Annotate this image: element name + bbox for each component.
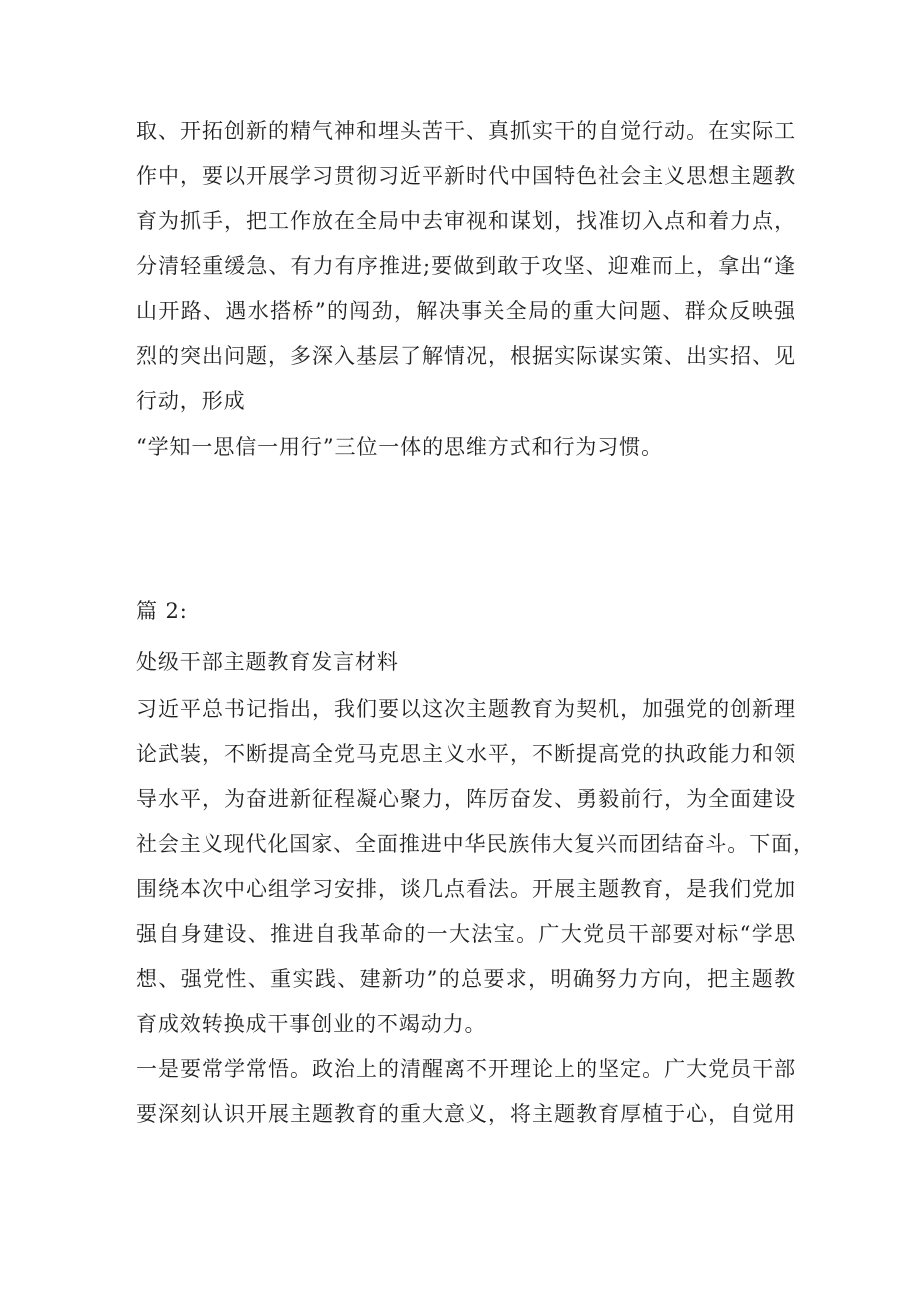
paragraph-1-line-1: 取、开拓创新的精气神和埋头苦干、真抓实干的自觉行动。在实际工 (136, 119, 796, 143)
paragraph-1-line-5: 山开路、遇水搭桥”的闯劲，解决事关全局的重大问题、群众反映强 (136, 299, 796, 323)
paragraph-3-line-2: 要深刻认识开展主题教育的重大意义，将主题教育厚植于心，自觉用 (136, 1102, 796, 1126)
paragraph-3-line-1: 一是要常学常悟。政治上的清醒离不开理论上的坚定。广大党员干部 (136, 1057, 796, 1081)
section-title: 处级干部主题教育发言材料 (136, 650, 399, 674)
paragraph-1-line-2: 作中，要以开展学习贯彻习近平新时代中国特色社会主义思想主题教 (136, 164, 796, 188)
paragraph-2-line-5: 围绕本次中心组学习安排，谈几点看法。开展主题教育，是我们党加 (136, 877, 796, 901)
paragraph-2-line-7: 想、强党性、重实践、建新功”的总要求，明确努力方向，把主题教 (136, 967, 796, 991)
paragraph-1-line-8: “学知一思信一用行”三位一体的思维方式和行为习惯。 (136, 435, 663, 459)
paragraph-2-line-6: 强自身建设、推进自我革命的一大法宝。广大党员干部要对标“学思 (136, 922, 796, 946)
paragraph-1-line-7: 行动，形成 (136, 389, 246, 413)
paragraph-2-line-1: 习近平总书记指出，我们要以这次主题教育为契机，加强党的创新理 (136, 697, 796, 721)
section-label: 篇 2: (136, 599, 188, 623)
paragraph-1-line-3: 育为抓手，把工作放在全局中去审视和谋划，找准切入点和着力点， (136, 209, 796, 233)
paragraph-1-line-6: 烈的突出问题，多深入基层了解情况，根据实际谋实策、出实招、见 (136, 344, 796, 368)
paragraph-2-line-3: 导水平，为奋进新征程凝心聚力，阵厉奋发、勇毅前行，为全面建设 (136, 787, 796, 811)
paragraph-2-line-4: 社会主义现代化国家、全面推进中华民族伟大复兴而团结奋斗。下面， (136, 832, 815, 856)
paragraph-2-line-8: 育成效转换成干事创业的不竭动力。 (136, 1012, 487, 1036)
paragraph-1-line-4: 分清轻重缓急、有力有序推进;要做到敢于攻坚、迎难而上，拿出“逢 (136, 254, 796, 278)
paragraph-2-line-2: 论武装，不断提高全党马克思主义水平，不断提高党的执政能力和领 (136, 742, 796, 766)
